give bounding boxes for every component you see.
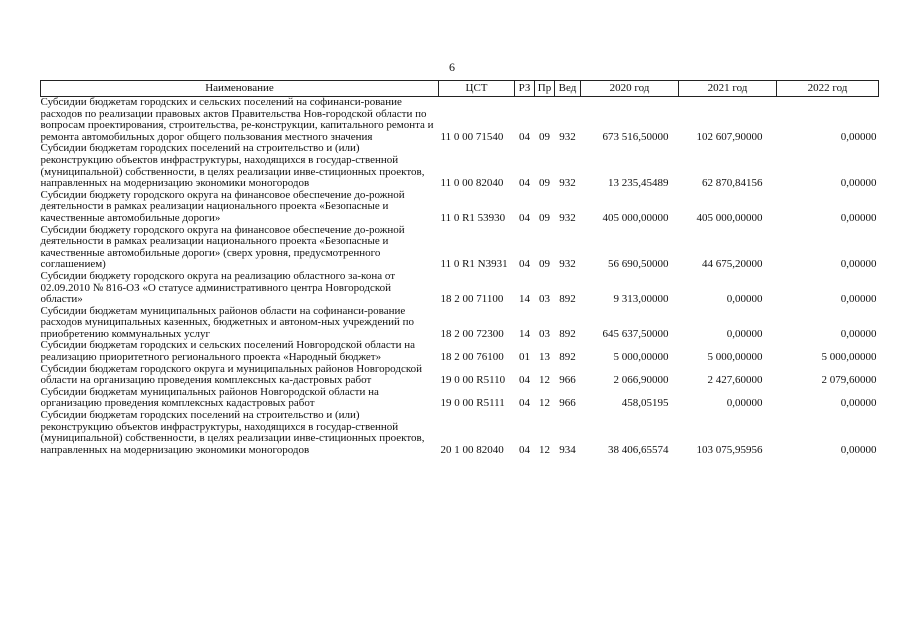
- cell-ved: 932: [559, 130, 576, 143]
- table-row: [41, 340, 879, 363]
- cell-name: Субсидии бюджету городского округа на финансовое обеспечение до-рожной деятельности в рамках реализации национального проекта «Безопасные и качественные автомобильные дороги» (сверх уровня, предусмотренного соглашением): [40, 223, 405, 271]
- cell-name: Субсидии бюджетам городских поселений на строительство и (или) реконструкцию объектов инфраструктуры, находящихся в государ-ственной (муниципальной) собственности, в целях реализации инве-стиционных проектов, направленных на модернизацию экономики моногородов: [40, 409, 425, 456]
- cell-ved: 892: [559, 293, 576, 306]
- cell-y2020: 458,05195: [621, 397, 669, 410]
- cell-y2022: 0,00000: [840, 130, 877, 143]
- cell-y2021: 2 427,60000: [707, 374, 763, 387]
- cell-name: Субсидии бюджетам городских поселений на строительство и (или) реконструкцию объектов инфраструктуры, находящихся в государ-ственной (муниципальной) собственности, в целях реализации инве-стиционных проектов, направленных на модернизацию экономики моногородов: [40, 142, 425, 190]
- cell-y2021: 0,00000: [726, 397, 763, 410]
- cell-rz: 04: [519, 397, 530, 410]
- header-year-2020: 2020 год: [581, 81, 679, 97]
- table-row: [41, 225, 879, 271]
- cell-code: 18 2 00 71100: [440, 293, 504, 306]
- cell-y2021: 405 000,00000: [696, 211, 763, 224]
- cell-ved: 892: [559, 327, 576, 340]
- cell-ved: 966: [559, 397, 576, 410]
- header-name: Наименование: [41, 81, 439, 97]
- cell-y2022: 0,00000: [840, 211, 877, 224]
- cell-y2022: 2 079,60000: [821, 374, 877, 387]
- table-row: [41, 143, 879, 189]
- cell-ved: 932: [559, 177, 576, 190]
- cell-code: 11 0 00 71540: [440, 130, 504, 143]
- cell-ved: 892: [559, 351, 576, 364]
- table-row: [41, 190, 879, 225]
- cell-y2021: 102 607,90000: [696, 130, 763, 143]
- header-year-2021: 2021 год: [679, 81, 777, 97]
- cell-name: Субсидии бюджетам городского округа и муниципальных районов Новгородской области на организацию проведения комплексных ка-дастровых работ: [40, 362, 422, 387]
- cell-rz: 04: [519, 258, 530, 271]
- cell-y2020: 673 516,50000: [602, 130, 669, 143]
- cell-y2021: 44 675,20000: [702, 258, 763, 271]
- table-row: [41, 271, 879, 306]
- cell-code: 18 2 00 76100: [440, 351, 504, 364]
- cell-rz: 14: [519, 293, 530, 306]
- cell-y2020: 645 637,50000: [602, 327, 669, 340]
- cell-y2022: 0,00000: [840, 177, 877, 190]
- header-ved: Вед: [555, 81, 581, 97]
- cell-y2020: 9 313,00000: [613, 293, 669, 306]
- cell-rz: 04: [519, 130, 530, 143]
- cell-ved: 934: [559, 443, 576, 456]
- cell-code: 19 0 00 R5110: [440, 374, 506, 387]
- cell-pr: 09: [539, 177, 550, 190]
- cell-y2022: 0,00000: [840, 443, 877, 456]
- cell-ved: 966: [559, 374, 576, 387]
- cell-y2021: 0,00000: [726, 327, 763, 340]
- cell-name: Субсидии бюджету городского округа на финансовое обеспечение до-рожной деятельности в рамках реализации национального проекта «Безопасные и качественные автомобильные дороги»: [40, 188, 405, 224]
- header-year-2022: 2022 год: [777, 81, 879, 97]
- cell-rz: 04: [519, 443, 530, 456]
- cell-rz: 01: [519, 351, 530, 364]
- header-code: ЦСТ: [439, 81, 515, 97]
- cell-pr: 12: [539, 443, 550, 456]
- cell-code: 18 2 00 72300: [440, 327, 504, 340]
- cell-rz: 04: [519, 177, 530, 190]
- cell-y2022: 0,00000: [840, 397, 877, 410]
- cell-y2021: 103 075,95956: [696, 443, 763, 456]
- header-pr: Пр: [535, 81, 555, 97]
- cell-y2022: 0,00000: [840, 258, 877, 271]
- cell-pr: 12: [539, 374, 550, 387]
- cell-name: Субсидии бюджетам городских и сельских поселений на софинанси-рование расходов по реализации правовых актов Правительства Нов-городской области по вопросам проектирования, строительства, ре-конструкции, капитального ремонта и ремонта автомобильных дорог общего пользования местного значения: [40, 96, 434, 143]
- cell-y2021: 0,00000: [726, 293, 763, 306]
- cell-name: Субсидии бюджетам муниципальных районов Новгородской области на организацию проведения комплексных кадастровых работ: [40, 385, 379, 410]
- cell-y2022: 0,00000: [840, 293, 877, 306]
- cell-y2020: 405 000,00000: [602, 211, 669, 224]
- cell-y2020: 5 000,00000: [613, 351, 669, 364]
- cell-y2020: 38 406,65574: [608, 443, 669, 456]
- cell-y2020: 13 235,45489: [608, 177, 669, 190]
- cell-pr: 12: [539, 397, 550, 410]
- cell-pr: 09: [539, 130, 550, 143]
- cell-y2022: 0,00000: [840, 327, 877, 340]
- cell-pr: 03: [539, 327, 550, 340]
- table-row: [41, 364, 879, 387]
- header-row: [41, 81, 879, 97]
- page-number: 6: [449, 60, 455, 74]
- cell-y2021: 5 000,00000: [707, 351, 763, 364]
- cell-pr: 13: [539, 351, 550, 364]
- cell-name: Субсидии бюджетам муниципальных районов области на софинанси-рование расходов муниципальных казенных, бюджетных и автоном-ных учреждений по приобретению коммунальных услуг: [40, 304, 415, 340]
- cell-code: 20 1 00 82040: [440, 443, 504, 456]
- cell-pr: 03: [539, 293, 550, 306]
- table-row: [41, 387, 879, 410]
- cell-name: Субсидии бюджетам городских и сельских поселений Новгородской области на реализацию приоритетного регионального проекта «Народный бюджет»: [40, 339, 416, 364]
- cell-code: 11 0 R1 53930: [440, 211, 506, 224]
- cell-y2022: 5 000,00000: [821, 351, 877, 364]
- cell-rz: 04: [519, 374, 530, 387]
- cell-code: 11 0 00 82040: [440, 177, 504, 190]
- table-row: [41, 306, 879, 341]
- cell-code: 11 0 R1 N3931: [440, 258, 508, 271]
- cell-name: Субсидии бюджету городского округа на реализацию областного за-кона от 02.09.2010 № 816-ОЗ «О статусе административного центра Новгородской области»: [40, 269, 395, 306]
- table-row: [41, 97, 879, 144]
- budget-table: [40, 80, 879, 456]
- cell-code: 19 0 00 R5111: [440, 397, 505, 410]
- cell-pr: 09: [539, 211, 550, 224]
- cell-rz: 04: [519, 211, 530, 224]
- cell-ved: 932: [559, 211, 576, 224]
- cell-ved: 932: [559, 258, 576, 271]
- table-row: [41, 410, 879, 456]
- cell-rz: 14: [519, 327, 530, 340]
- cell-y2020: 2 066,90000: [613, 374, 669, 387]
- cell-y2021: 62 870,84156: [702, 177, 763, 190]
- cell-pr: 09: [539, 258, 550, 271]
- header-rz: РЗ: [515, 81, 535, 97]
- cell-y2020: 56 690,50000: [608, 258, 669, 271]
